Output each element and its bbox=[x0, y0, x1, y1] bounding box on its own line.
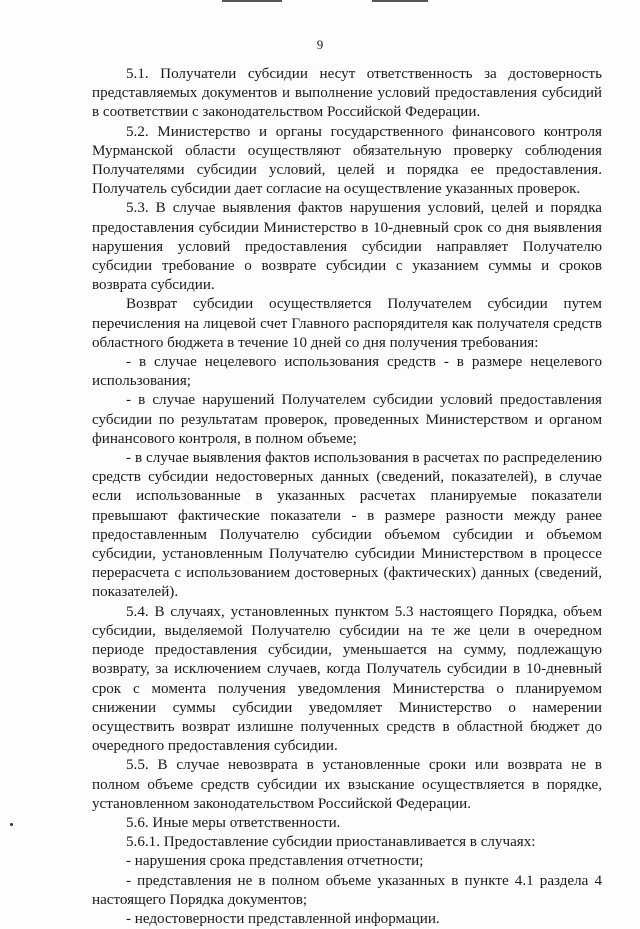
scan-speck bbox=[10, 823, 13, 826]
top-rule-right bbox=[372, 0, 428, 2]
document-body bbox=[92, 65, 602, 929]
top-rule-left bbox=[222, 0, 282, 2]
list-item-violations: - в случае нарушений Получателем субсидии условий предоставления субсидии по результатам проверок, проведенных Министерством и органом финансового контроля, в полном объеме; bbox=[92, 392, 602, 447]
list-item-unreliable-info: - недостоверности представленной информации. bbox=[126, 910, 440, 927]
paragraph-5-2: 5.2. Министерство и органы государственного финансового контроля Мурманской области осуществляют обязательную проверку соблюдения Получателями субсидии условий, целей и порядка ее предоставления. Получатель субсидии дает согласие на осуществление указанных проверок. bbox=[92, 123, 602, 198]
paragraph-5-4: 5.4. В случаях, установленных пунктом 5.3 настоящего Порядка, объем субсидии, выделяемой Получателю субсидии на те же цели в очередном периоде предоставления субсидии, уменьшается на сумму, подлежащую возврату, за исключением случаев, когда Получатель субсидии в 10-дневный срок с момента получения уведомления Министерства о планируемом снижении суммы субсидии уведомляет Министерство о намерении осуществить возврат излишне полученных средств в областной бюджет до очередного предоставления субсидии. bbox=[92, 603, 602, 755]
list-item-misuse: - в случае нецелевого использования средств - в размере нецелевого использования; bbox=[92, 354, 602, 390]
list-item-unreliable-data: - в случае выявления фактов использования в расчетах по распределению средств субсидии недостоверных данных (сведений, показателей), в случае если использованные в указанных расчетах планируемые показатели превышают фактические показатели - в размере разности между ранее предоставленным Получателю субсидии объемом субсидии и объемом субсидии, установленным Получателю субсидии Министерством в процессе перерасчета с использованием достоверных (фактических) данных (сведений, показателей). bbox=[92, 450, 602, 601]
paragraph-5-5: 5.5. В случае невозврата в установленные сроки или возврата не в полном объеме средств субсидии их взыскание осуществляется в порядке, установленном законодательством Российской Федерации. bbox=[92, 757, 602, 812]
paragraph-return: Возврат субсидии осуществляется Получателем субсидии путем перечисления на лицевой счет Главного распорядителя как получателя средств областного бюджета в течение 10 дней со дня получения требования: bbox=[92, 296, 602, 351]
list-item-incomplete-documents: - представления не в полном объеме указанных в пункте 4.1 раздела 4 настоящего Порядка документов; bbox=[92, 872, 602, 908]
paragraph-5-6: 5.6. Иные меры ответственности. bbox=[126, 814, 341, 831]
list-item-reporting-deadline: - нарушения срока представления отчетности; bbox=[126, 853, 424, 870]
paragraph-5-3: 5.3. В случае выявления фактов нарушения условий, целей и порядка предоставления субсидии Министерство в 10-дневный срок со дня выявления нарушения условий предоставления субсидии направляет Получателю субсидии требование о возврате субсидии с указанием суммы и сроков возврата субсидии. bbox=[92, 200, 602, 294]
paragraph-5-1: 5.1. Получатели субсидии несут ответственность за достоверность представляемых документов и выполнение условий предоставления субсидий в соответствии с законодательством Российской Федерации. bbox=[92, 66, 602, 121]
paragraph-5-6-1: 5.6.1. Предоставление субсидии приостанавливается в случаях: bbox=[126, 834, 536, 851]
page-number: 9 bbox=[316, 37, 324, 52]
